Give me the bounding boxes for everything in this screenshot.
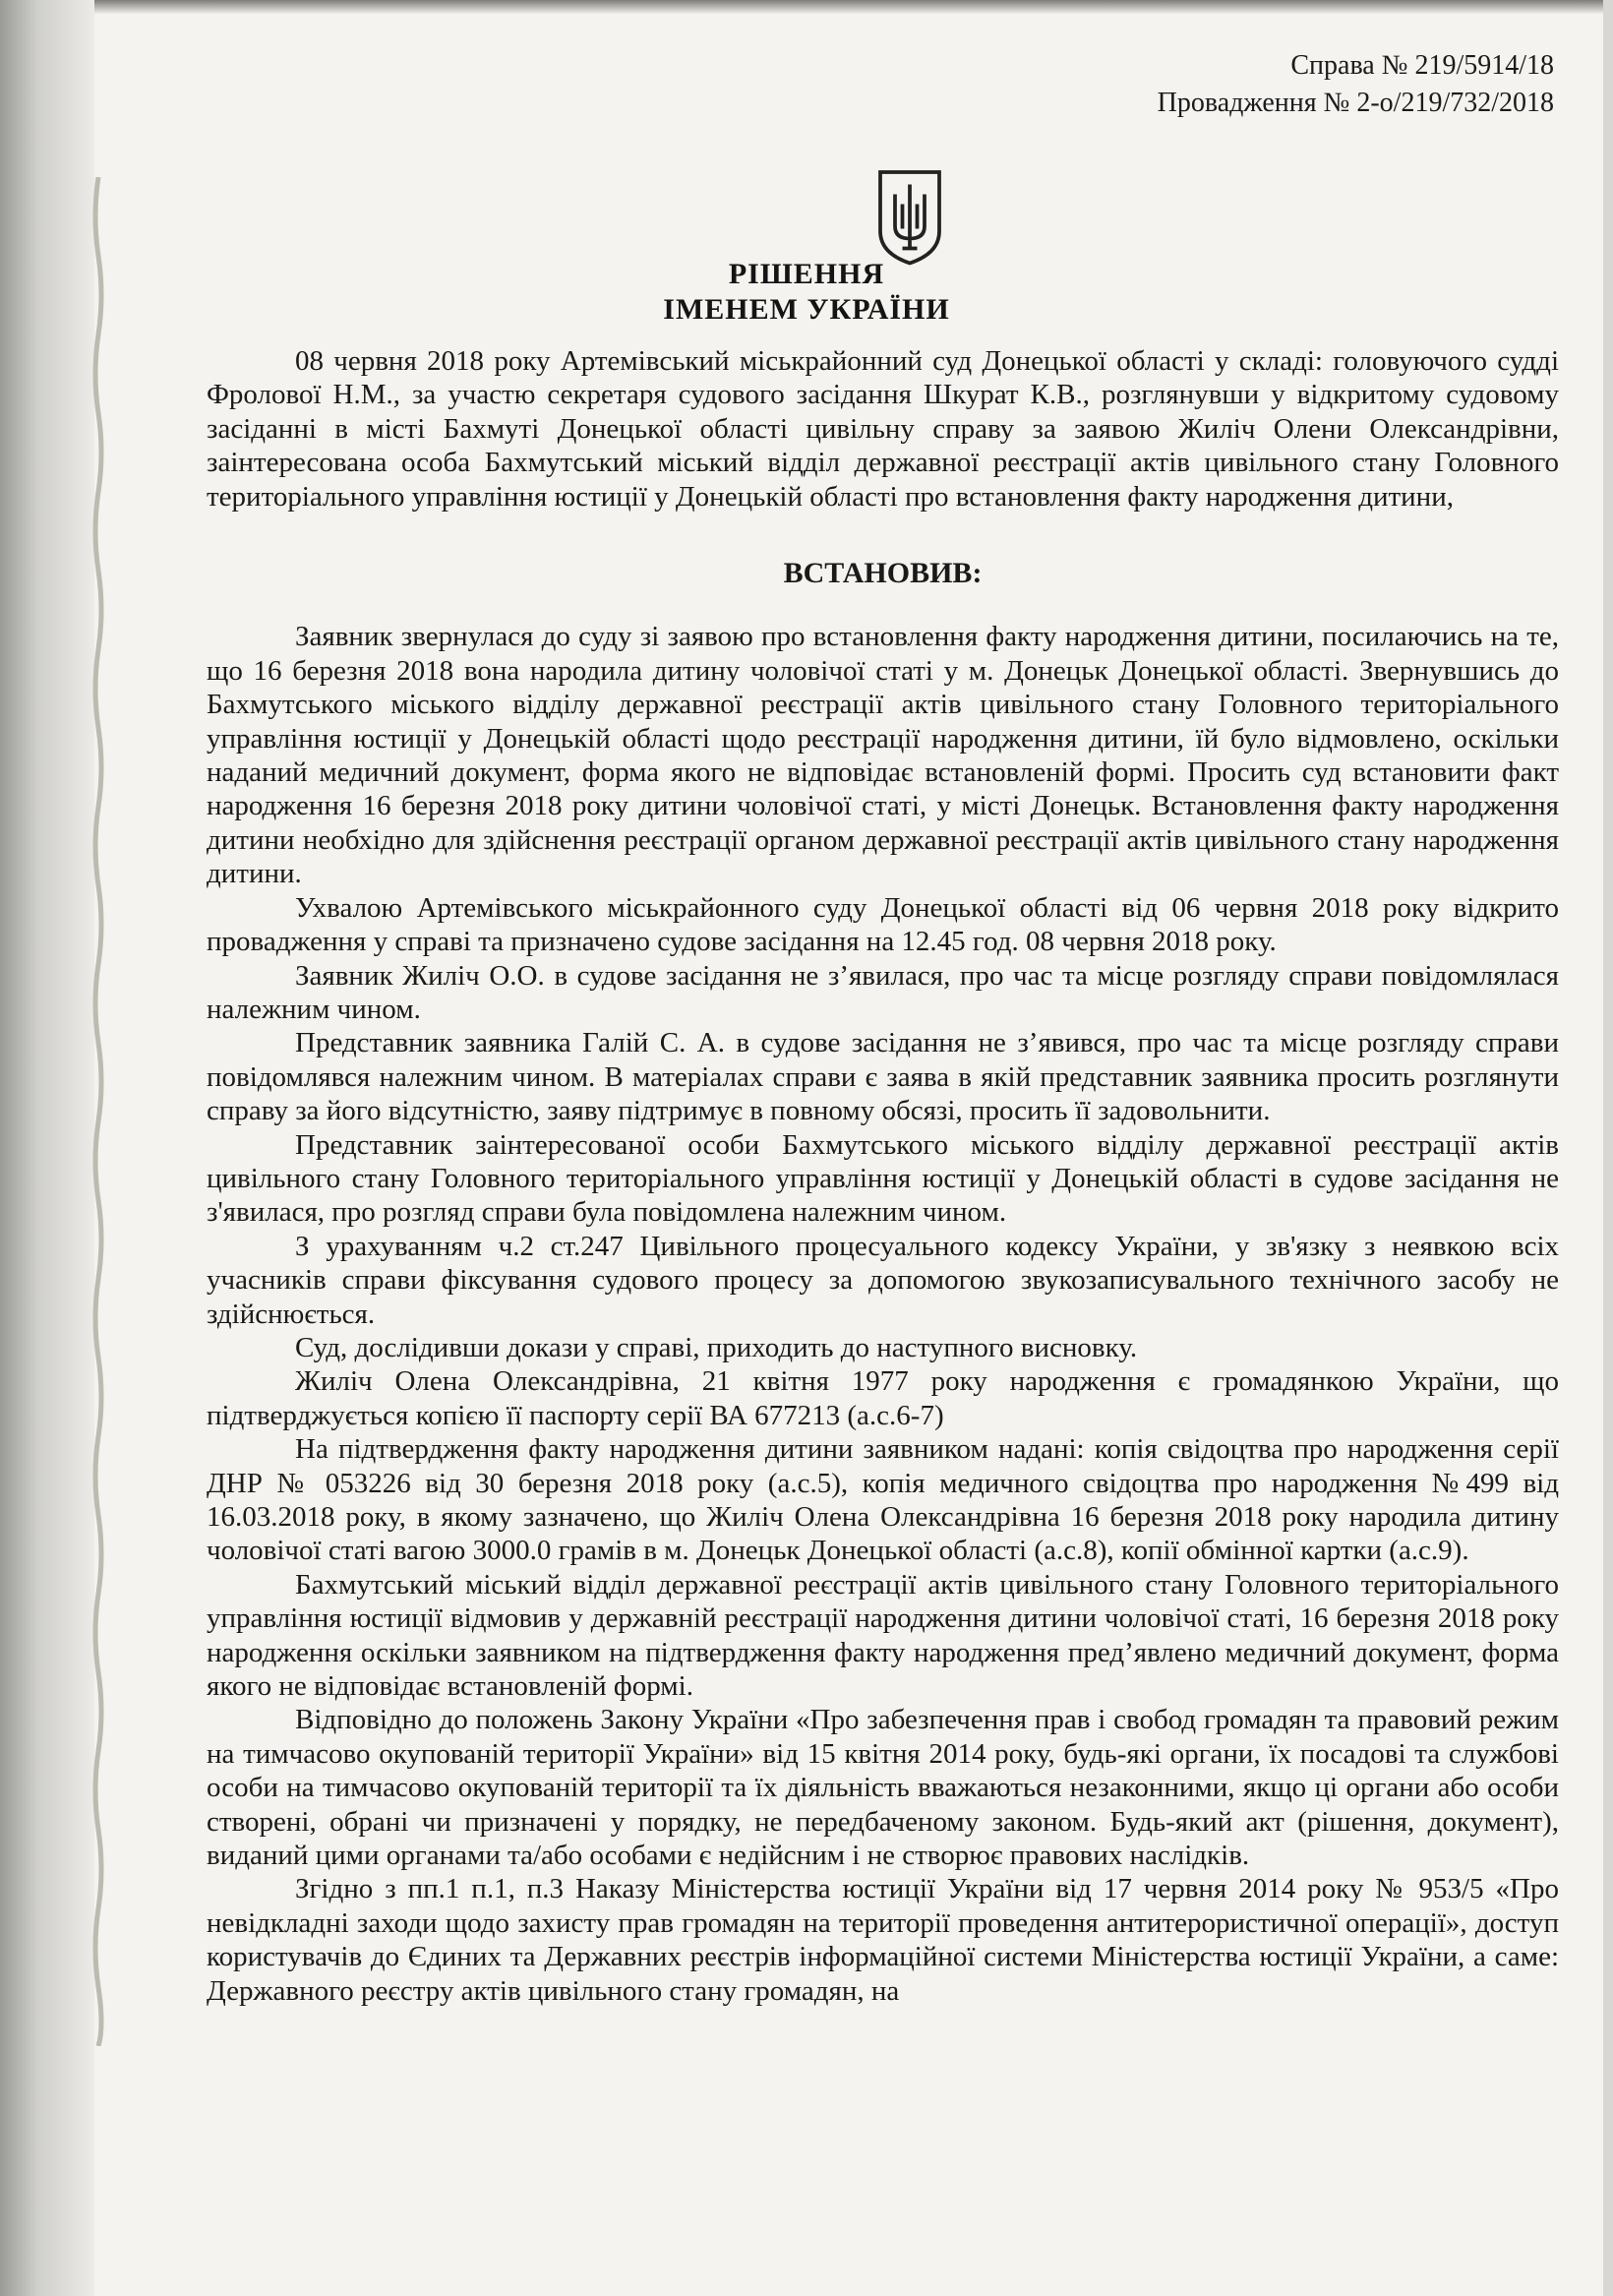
page-left-shadow (0, 0, 94, 2296)
paragraph: Заявник Жиліч О.О. в судове засідання не з’явилася, про час та місце розгляду справи повідомлялася належним чином. (207, 959, 1559, 1025)
page-right-edge (1603, 0, 1613, 2296)
paragraph: Жиліч Олена Олександрівна, 21 квітня 1977 року народження є громадянкою України, що підтверджується копією її паспорту серії ВА 677213 (а.с.6-7) (207, 1365, 1559, 1431)
page-top-edge (0, 0, 1613, 14)
paragraph: Згідно з пп.1 п.1, п.3 Наказу Міністерства юстиції України від 17 червня 2014 року № 953/5 «Про невідкладні заходи щодо захисту прав громадян на території проведення антитерористичної операції», доступ користувачів до Єдиних та Державних реєстрів інформаційної системи Міністерства юстиції України, а саме: Державного реєстру актів цивільного стану громадян, на (207, 1873, 1559, 2007)
binding-thread (90, 177, 106, 2046)
case-reference (1158, 47, 1554, 122)
intro-paragraph: 08 червня 2018 року Артемівський міськрайонний суд Донецької області у складі: головуючого судді Фролової Н.М., за участю секретаря судового засідання Шкурат К.В., розглянувши у відкритому судовому засіданні в місті Бахмуті Донецької області цивільну справу за заявою Жиліч Олени Олександрівни, заінтересована особа Бахмутський міський відділ державної реєстрації актів цивільного стану Головного територіального управління юстиції у Донецькій області про встановлення факту народження дитини, (207, 345, 1559, 513)
paragraph: Заявник звернулася до суду зі заявою про встановлення факту народження дитини, посилаючись на те, що 16 березня 2018 вона народила дитину чоловічої статі у м. Донецьк Донецької області. Звернувшись до Бахмутського міського відділу державної реєстрації актів цивільного стану Головного територіального управління юстиції у Донецькій області щодо реєстрації народження дитини, їй було відмовлено, оскільки наданий медичний документ, форма якого не відповідає встановленій формі. Просить суд встановити факт народження 16 березня 2018 року дитини чоловічої статі, у місті Донецьк. Встановлення факту народження дитини необхідно для здійснення реєстрації органом державної реєстрації актів цивільного стану народження дитини. (207, 621, 1559, 890)
decision-subtitle: ІМЕНЕМ УКРАЇНИ (663, 293, 950, 326)
paragraph: Представник заявника Галій С. А. в судове засідання не з’явився, про час та місце розгляду справи повідомлявся належним чином. В матеріалах справи є заява в якій представник заявника просить розглянути справу за його відсутністю, заяву підтримує в повному обсязі, просить її задовольнити. (207, 1027, 1559, 1127)
proceeding-number: Провадження № 2-о/219/732/2018 (1157, 88, 1554, 118)
section-heading: ВСТАНОВИВ: (783, 557, 983, 590)
decision-title: РІШЕННЯ (728, 258, 885, 290)
document-body (207, 344, 1559, 2008)
paragraph: Бахмутський міський відділ державної реєстрації актів цивільного стану Головного територіального управління юстиції відмовив у державній реєстрації народження дитини чоловічої статі, 16 березня 2018 року народження оскільки заявником на підтвердження факту народження пред’явлено медичний документ, форма якого не відповідає встановленій формі. (207, 1568, 1559, 1703)
paragraph: Відповідно до положень Закону України «Про забезпечення прав і свобод громадян та правовий режим на тимчасово окупованій території України» від 15 квітня 2014 року, будь-які органи, їх посадові та службові особи на тимчасово окупованій території та їх діяльність вважаються незаконними, якщо ці органи або особи створені, обрані чи призначені у порядку, не передбаченому законом. Будь-який акт (рішення, документ), виданий цими органами та/або особами є недійсним і не створює правових наслідків. (207, 1704, 1559, 1872)
paragraph: Представник заінтересованої особи Бахмутського міського відділу державної реєстрації актів цивільного стану Головного територіального управління юстиції у Донецькій області в судове засідання не з'явилася, про розгляд справи була повідомлена належним чином. (207, 1128, 1559, 1229)
paragraph: Ухвалою Артемівського міськрайонного суду Донецької області від 06 червня 2018 року відкрито провадження у справі та призначено судове засідання на 12.45 год. 08 червня 2018 року. (207, 891, 1559, 958)
coat-of-arms-icon (846, 167, 974, 266)
paragraph: Суд, дослідивши докази у справі, приходить до наступного висновку. (295, 1331, 1138, 1363)
paragraph: На підтвердження факту народження дитини заявником надані: копія свідоцтва про народження серії ДНР № 053226 від 30 березня 2018 року (а.с.5), копія медичного свідоцтва про народження №499 від 16.03.2018 року, в якому зазначено, що Жиліч Олена Олександрівна 16 березня 2018 року народила дитину чоловічої статі вагою 3000.0 грамів в м. Донецьк Донецької області (а.с.8), копії обмінної картки (а.с.9). (207, 1433, 1559, 1567)
case-number: Справа № 219/5914/18 (1290, 50, 1554, 81)
paragraph: З урахуванням ч.2 ст.247 Цивільного процесуального кодексу України, у зв'язку з неявкою всіх учасників справи фіксування судового процесу за допомогою звукозаписувального технічного засобу не здійснюється. (207, 1230, 1559, 1330)
